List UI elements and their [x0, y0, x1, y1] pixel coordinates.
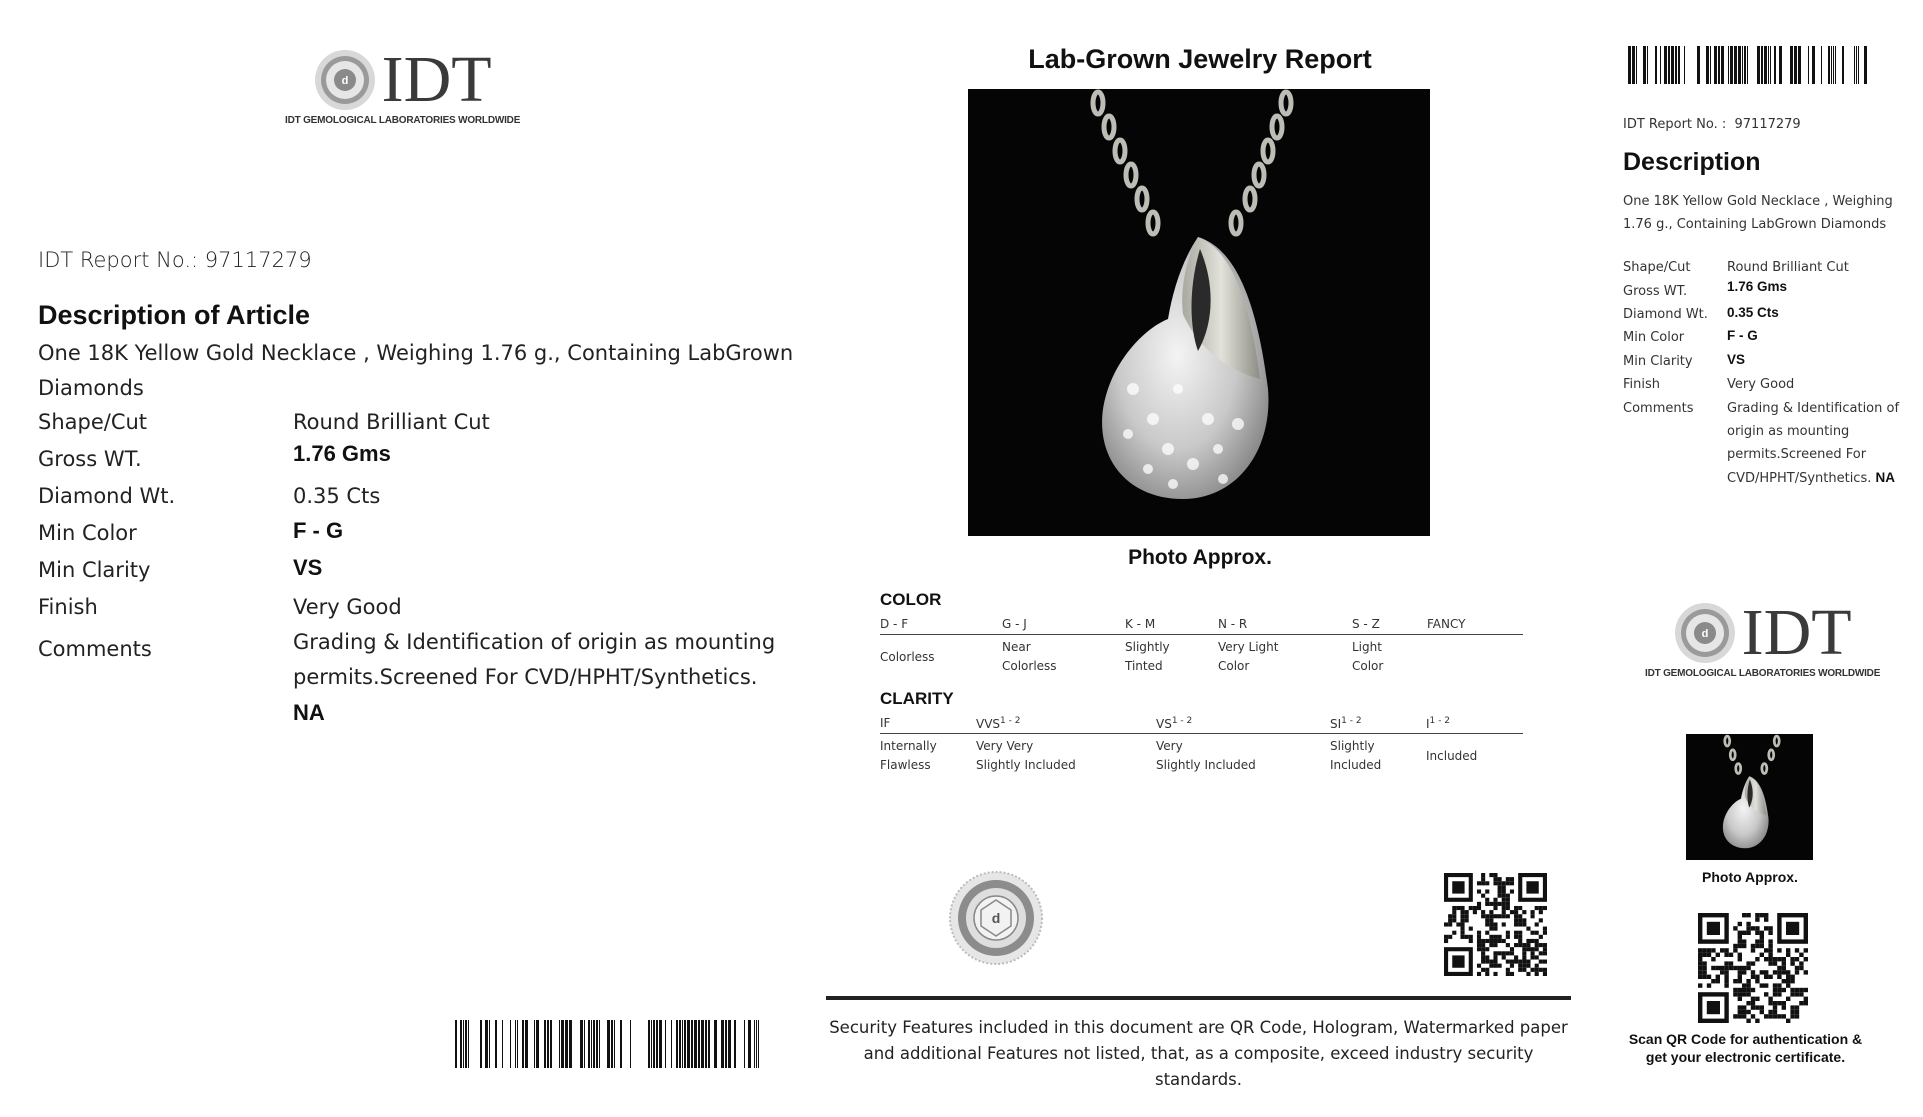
report-number: IDT Report No.: 97117279 — [38, 248, 312, 272]
clarity-desc: Slightly Included — [1330, 739, 1382, 772]
idt-logo-left — [285, 43, 521, 126]
color-desc: Light Color — [1352, 640, 1384, 673]
clarity-scale-heading: CLARITY — [880, 689, 954, 708]
clarity-desc: Included — [1426, 749, 1478, 763]
spec-value: Round Brilliant Cut — [293, 410, 490, 434]
report-number-small: IDT Report No. : 97117279 — [1623, 117, 1801, 132]
photo-caption: Photo Approx. — [1128, 546, 1272, 569]
spec-row-clarity — [38, 555, 323, 582]
description-heading: Description of Article — [38, 300, 311, 330]
spec-row-gross — [38, 441, 391, 471]
spec-row-finish — [38, 595, 402, 619]
spec-value: Very Good — [293, 595, 402, 619]
color-scale-divider — [880, 634, 1523, 635]
spec-label: Comments — [38, 637, 152, 661]
report-title: Lab-Grown Jewelry Report — [1028, 44, 1372, 74]
clarity-desc: Very Slightly Included — [1156, 739, 1256, 772]
logo-wordmark: IDT — [1741, 596, 1852, 669]
logo-tagline: IDT GEMOLOGICAL LABORATORIES WORLDWIDE — [285, 115, 521, 126]
color-desc: Colorless — [880, 650, 935, 664]
color-scale-heading: COLOR — [880, 590, 942, 609]
spec-row-clarity: Min Clarity VS — [1623, 352, 1746, 369]
comments-text: Grading & Identification of origin as mounting permits.Screened For CVD/HPHT/Synthetics. — [293, 630, 776, 689]
logo-tagline: IDT GEMOLOGICAL LABORATORIES WORLDWIDE — [1645, 668, 1881, 679]
color-code: K - M — [1125, 617, 1156, 631]
jewelry-photo — [968, 89, 1430, 536]
hologram-seal-icon — [948, 870, 1044, 966]
color-desc: Very Light Color — [1218, 640, 1279, 673]
scan-instructions: Scan QR Code for authentication & get your electronic certificate. — [1628, 1031, 1863, 1065]
article-description-small: One 18K Yellow Gold Necklace , Weighing 1.76 g., Containing LabGrown Diamonds — [1623, 194, 1893, 232]
comments-na: NA — [293, 700, 325, 725]
clarity-scale-divider — [880, 733, 1523, 734]
security-divider — [826, 996, 1571, 1000]
spec-value — [293, 625, 793, 731]
seal-icon — [314, 49, 376, 111]
spec-value: F - G — [293, 518, 344, 543]
clarity-code: VVS$^{1 - 2}$ — [976, 716, 1021, 731]
color-code: FANCY — [1427, 617, 1466, 631]
spec-row-finish: Finish Very Good — [1623, 377, 1795, 392]
clarity-desc: Very Very Slightly Included — [976, 739, 1076, 772]
spec-label: Shape/Cut — [38, 410, 148, 434]
seal-icon — [1674, 602, 1736, 664]
spec-value: 1.76 Gms — [293, 441, 391, 466]
jewelry-photo-small — [1686, 734, 1813, 860]
barcode-icon — [455, 1020, 763, 1068]
clarity-desc: Internally Flawless — [880, 739, 937, 772]
barcode-icon — [1628, 46, 1877, 84]
spec-row-color — [38, 518, 344, 545]
spec-row-color: Min Color F - G — [1623, 328, 1758, 345]
spec-label: Finish — [38, 595, 98, 619]
security-statement: Security Features included in this document are QR Code, Hologram, Watermarked paper and additional Features not listed, that, as a composite, exceed industry security standards. — [829, 1018, 1568, 1089]
qr-code-icon — [1444, 873, 1547, 976]
clarity-code: VS$^{1 - 2}$ — [1156, 716, 1193, 731]
color-desc: Near Colorless — [1002, 640, 1057, 673]
spec-value: 0.35 Cts — [293, 484, 381, 508]
spec-row-shape — [38, 410, 490, 434]
idt-logo-right — [1645, 596, 1881, 679]
spec-row-diamond — [38, 484, 381, 508]
description-heading-small: Description — [1623, 148, 1761, 176]
photo-caption-small: Photo Approx. — [1702, 869, 1798, 885]
clarity-code: SI$^{1 - 2}$ — [1330, 716, 1362, 731]
qr-code-icon — [1698, 913, 1808, 1023]
spec-label: Min Color — [38, 521, 137, 545]
spec-value: VS — [293, 555, 323, 580]
spec-label: Min Clarity — [38, 558, 151, 582]
clarity-code: IF — [880, 716, 891, 730]
color-code: G - J — [1002, 617, 1027, 631]
spec-row-comments: Comments Grading & Identification of origin as mounting permits.Screened For CVD/HPHT/Synthetics. NA — [1623, 401, 1900, 486]
spec-label: Diamond Wt. — [38, 484, 176, 508]
svg-text:d: d — [1701, 628, 1708, 640]
article-description: One 18K Yellow Gold Necklace , Weighing 1.76 g., Containing LabGrown Diamonds — [38, 341, 794, 400]
logo-wordmark: IDT — [381, 43, 492, 116]
clarity-code: $I^{1 - 2}$ — [1426, 716, 1450, 731]
spec-label: Gross WT. — [38, 447, 142, 471]
spec-row-gross: Gross WT. 1.76 Gms — [1623, 279, 1788, 299]
color-code: N - R — [1218, 617, 1248, 631]
spec-row-comments — [38, 630, 776, 725]
svg-text:d: d — [341, 75, 348, 87]
spec-row-shape: Shape/Cut Round Brilliant Cut — [1623, 260, 1849, 275]
spec-row-diamond: Diamond Wt. 0.35 Cts — [1623, 305, 1779, 322]
color-code: D - F — [880, 617, 909, 631]
color-desc: Slightly Tinted — [1125, 640, 1170, 673]
color-code: S - Z — [1352, 617, 1380, 631]
svg-text:d: d — [991, 910, 1001, 926]
